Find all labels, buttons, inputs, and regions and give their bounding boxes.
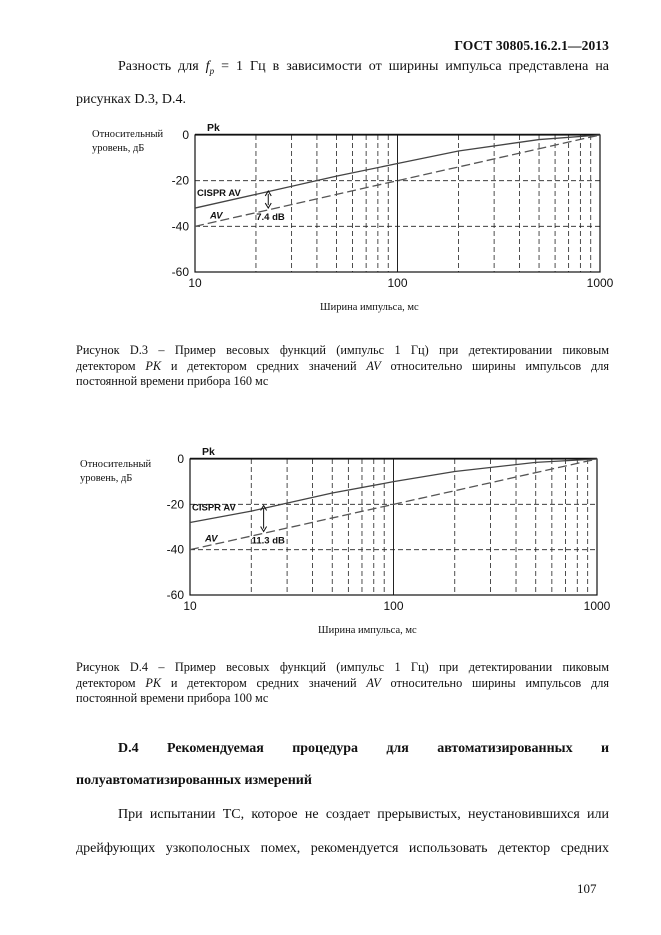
caption-pk: PK xyxy=(145,675,162,690)
page-number: 107 xyxy=(577,881,597,896)
ylabel-line-1: Относительный xyxy=(92,129,164,140)
x-tick-label: 10 xyxy=(183,599,197,613)
y-tick-label: -40 xyxy=(166,542,184,557)
series-av-label: AV xyxy=(205,533,218,545)
y-tick-label: -20 xyxy=(166,497,184,512)
figure-2-ylabel xyxy=(80,458,151,486)
ylabel-line-1: Относительный xyxy=(80,459,152,470)
body-line-2: дрейфующих узкополосных помех, рекомендуется использовать детектор средних xyxy=(76,841,609,856)
section-heading-line-2: полуавтоматизированных измерений xyxy=(76,773,312,788)
section-number: D.4 xyxy=(118,741,139,756)
y-tick-label: 0 xyxy=(177,452,184,466)
intro-variable: $f_p$ xyxy=(205,59,215,76)
intro-prefix: Разность для xyxy=(118,59,199,74)
caption-text: относительно ширины импульсов для xyxy=(380,358,609,373)
caption-av: AV xyxy=(366,358,381,373)
y-tick-label: -20 xyxy=(171,173,189,188)
caption-text: детектором xyxy=(76,358,146,373)
x-tick-label: 100 xyxy=(383,599,404,613)
heading-word: автоматизированных xyxy=(437,741,573,756)
caption-line: постоянной времени прибора 160 мс xyxy=(76,374,269,388)
heading-word: для xyxy=(386,741,409,756)
document-id: ГОСТ 30805.16.2.1—2013 xyxy=(454,38,609,53)
series-cispr-av-label: CISPR AV xyxy=(197,188,241,200)
caption-line: постоянной времени прибора 100 мс xyxy=(76,691,269,705)
x-tick-label: 100 xyxy=(387,276,408,290)
section-heading-line-1 xyxy=(118,741,609,757)
caption-line: Рисунок D.3 – Пример весовых функций (импульс 1 Гц) при детектировании пиковым xyxy=(76,343,609,357)
caption-text: и детектором средних значений xyxy=(161,358,367,373)
figure-2-xlabel: Ширина импульса, мс xyxy=(318,625,417,636)
body-line-1: При испытании ТС, которое не создает прерывистых, неустановившихся или xyxy=(118,807,609,822)
x-tick-label: 1000 xyxy=(583,599,611,613)
heading-word: Рекомендуемая xyxy=(166,741,264,756)
x-tick-label: 1000 xyxy=(586,276,614,290)
intro-rest: = 1 Гц в зависимости от ширины импульса представлена на xyxy=(221,59,610,74)
ylabel-line-2: уровень, дБ xyxy=(92,143,145,154)
x-tick-label: 10 xyxy=(188,276,202,290)
figure-1-chart xyxy=(150,116,620,292)
series-pk-label: Pk xyxy=(207,122,220,134)
figure-1-caption xyxy=(76,343,609,390)
annotation-label: 7.4 dB xyxy=(256,212,285,224)
y-tick-label: -40 xyxy=(171,219,189,234)
intro-line-1 xyxy=(118,59,609,76)
caption-line: Рисунок D.4 – Пример весовых функций (импульс 1 Гц) при детектировании пиковым xyxy=(76,660,609,674)
series-av-label: AV xyxy=(210,210,223,222)
series-cispr-av-label: CISPR AV xyxy=(192,502,236,514)
figure-2-caption xyxy=(76,660,609,707)
caption-text: детектором xyxy=(76,675,146,690)
heading-word: и xyxy=(600,741,610,756)
y-tick-label: 0 xyxy=(182,128,189,142)
intro-line-2: рисунках D.3, D.4. xyxy=(76,92,187,107)
caption-av: AV xyxy=(366,675,381,690)
y-tick-label: -60 xyxy=(166,588,184,602)
caption-text: и детектором средних значений xyxy=(161,675,367,690)
series-pk-label: Pk xyxy=(202,446,215,458)
figure-2-chart xyxy=(145,443,615,615)
caption-text: относительно ширины импульсов для xyxy=(380,675,609,690)
y-tick-label: -60 xyxy=(171,265,189,279)
figure-1-xlabel: Ширина импульса, мс xyxy=(320,302,419,313)
ylabel-line-2: уровень, дБ xyxy=(80,473,133,484)
annotation-label: 11.3 dB xyxy=(251,535,285,547)
caption-pk: PK xyxy=(145,358,162,373)
heading-word: процедура xyxy=(292,741,359,756)
